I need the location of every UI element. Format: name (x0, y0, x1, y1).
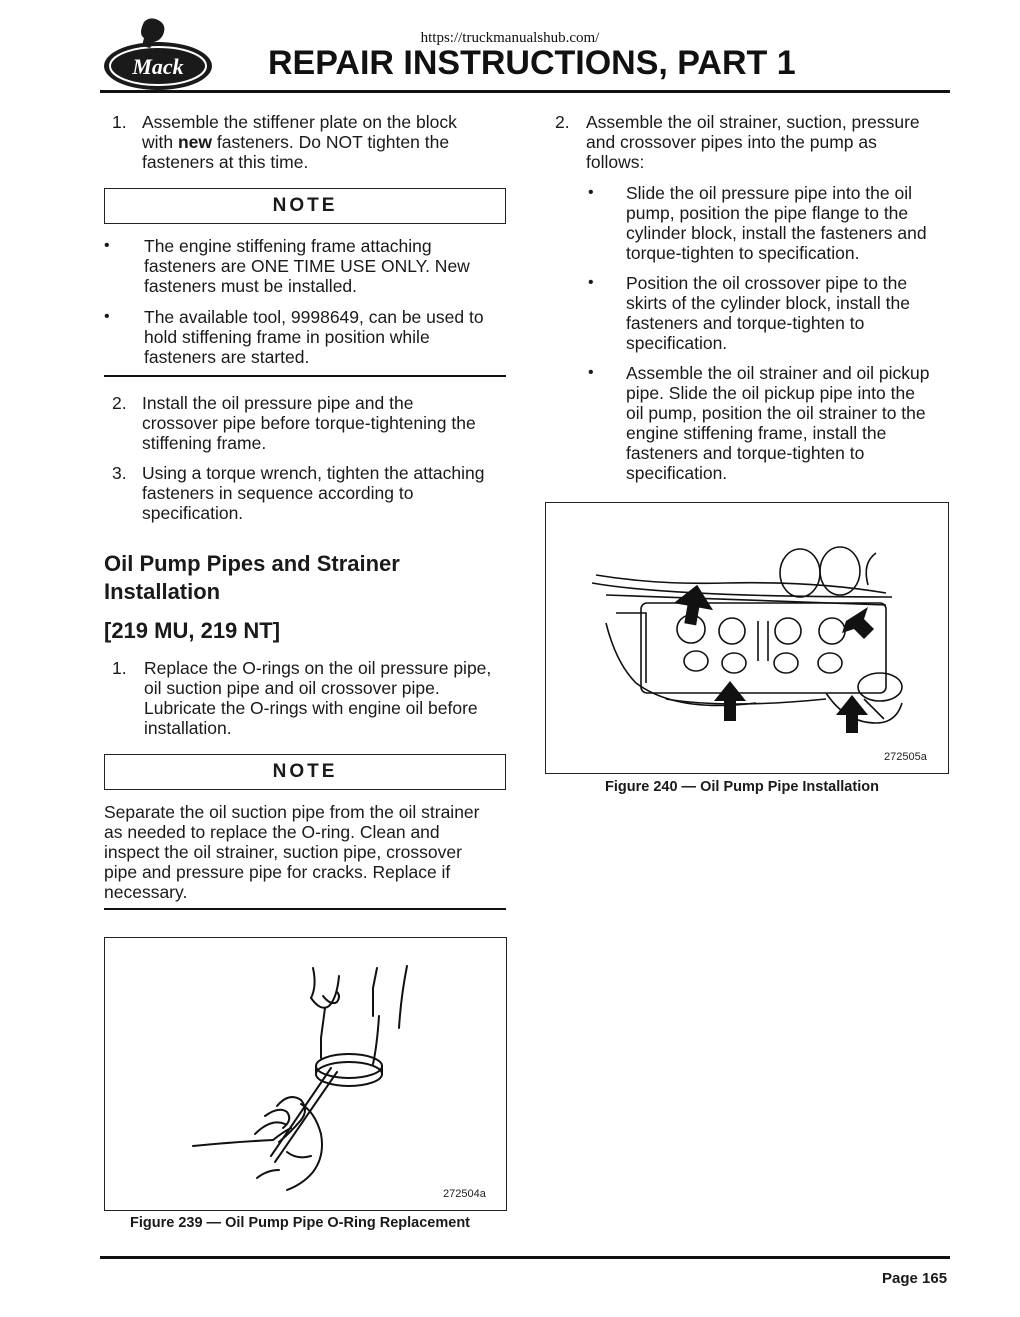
text-line: fasteners and torque-tighten to (626, 443, 865, 463)
heading-line: Installation (104, 579, 221, 604)
bullet-dot: • (588, 364, 594, 381)
step-replace-orings (112, 658, 512, 748)
logo-text: Mack (132, 54, 184, 79)
text-line: The engine stiffening frame attaching (144, 236, 432, 256)
figure-239 (104, 937, 507, 1211)
emphasis-new: new (177, 132, 213, 152)
figure-id: 272504a (443, 1188, 486, 1200)
text-line: Slide the oil pressure pipe into the oil (626, 183, 913, 203)
text-line: hold stiffening frame in position while (144, 327, 430, 347)
steps-2-3 (112, 393, 512, 533)
text-line: Assemble the stiffener plate on the block (142, 112, 457, 132)
text-line: and crossover pipes into the pump as (586, 132, 877, 152)
note-1-bullets (104, 236, 506, 376)
text-line: Assemble the oil strainer, suction, pressure (586, 112, 920, 132)
bullet-dot: • (104, 237, 110, 254)
text-line: fasteners are started. (144, 347, 310, 367)
text-line: Assemble the oil strainer and oil pickup (626, 363, 930, 383)
page-number: Page 165 (882, 1270, 948, 1287)
text-line: cylinder block, install the fasteners and (626, 223, 927, 243)
note-box-1: NOTE (104, 188, 506, 224)
text-line: fasteners and torque-tighten to (626, 313, 865, 333)
section-heading (104, 550, 504, 606)
text-line: fasteners in sequence according to (142, 483, 414, 503)
text-line: inspect the oil strainer, suction pipe, crossover (104, 842, 462, 862)
step-number: 2. (112, 393, 127, 413)
text-line: pipe and pressure pipe for cracks. Replace if (104, 862, 451, 882)
step-number: 1. (112, 658, 127, 678)
step-number: 2. (555, 112, 570, 132)
text-line: pump, position the pipe flange to the (626, 203, 909, 223)
step-number: 1. (112, 112, 127, 132)
text-line: Lubricate the O-rings with engine oil before (144, 698, 478, 718)
text-span: fasteners. Do NOT tighten the (212, 132, 450, 152)
text-line: installation. (144, 718, 232, 738)
arrow-icon (842, 607, 874, 639)
pump-pipe-illustration (546, 503, 946, 771)
figure-id: 272505a (884, 751, 927, 763)
text-line: necessary. (104, 882, 188, 902)
header-rule (100, 90, 950, 93)
text-line: fasteners must be installed. (144, 276, 358, 296)
figure-239-caption: Figure 239 — Oil Pump Pipe O-Ring Replacement (130, 1215, 471, 1231)
text-line: specification. (626, 463, 728, 483)
text-line: oil suction pipe and oil crossover pipe. (144, 678, 440, 698)
text-line: specification. (142, 503, 244, 523)
text-line: The available tool, 9998649, can be used to (144, 307, 484, 327)
text-line: Replace the O-rings on the oil pressure pipe, (144, 658, 492, 678)
bullet-dot: • (588, 184, 594, 201)
text-line: as needed to replace the O-ring. Clean and (104, 822, 440, 842)
right-column (555, 112, 955, 492)
arrow-icon (836, 695, 868, 733)
text-line: engine stiffening frame, install the (626, 423, 887, 443)
text-line (142, 132, 512, 152)
text-line: fasteners at this time. (142, 152, 309, 172)
step-number: 3. (112, 463, 127, 483)
arrow-icon (671, 581, 717, 627)
text-line: torque-tighten to specification. (626, 243, 860, 263)
text-line: crossover pipe before torque-tightening the (142, 413, 476, 433)
text-line: Separate the oil suction pipe from the oil strainer (104, 802, 480, 822)
note-1-rule (104, 375, 506, 377)
text-line: specification. (626, 333, 728, 353)
text-line: pipe. Slide the oil pickup pipe into the (626, 383, 915, 403)
footer-rule (100, 1256, 950, 1259)
note-2-rule (104, 908, 506, 910)
oring-illustration (105, 938, 505, 1208)
text-line: Using a torque wrench, tighten the attaching (142, 463, 485, 483)
heading-line: Oil Pump Pipes and Strainer (104, 551, 400, 576)
text-line: oil pump, position the oil strainer to the (626, 403, 926, 423)
text-line: stiffening frame. (142, 433, 267, 453)
bullet-dot: • (104, 308, 110, 325)
text-line: fasteners are ONE TIME USE ONLY. New (144, 256, 470, 276)
figure-240-caption: Figure 240 — Oil Pump Pipe Installation (605, 779, 879, 795)
source-url: https://truckmanualshub.com/ (420, 30, 600, 46)
text-line: Install the oil pressure pipe and the (142, 393, 414, 413)
bullet-dot: • (588, 274, 594, 291)
note-box-2: NOTE (104, 754, 506, 790)
mack-logo (100, 14, 218, 94)
page-title: REPAIR INSTRUCTIONS, PART 1 (268, 44, 796, 82)
text-line: Position the oil crossover pipe to the (626, 273, 908, 293)
text-line: follows: (586, 152, 645, 172)
text-span: with (142, 132, 178, 152)
figure-240 (545, 502, 949, 774)
arrow-icon (714, 681, 746, 721)
note-2-text (104, 802, 506, 902)
section-subheading: [219 MU, 219 NT] (104, 618, 281, 643)
text-line: skirts of the cylinder block, install the (626, 293, 911, 313)
